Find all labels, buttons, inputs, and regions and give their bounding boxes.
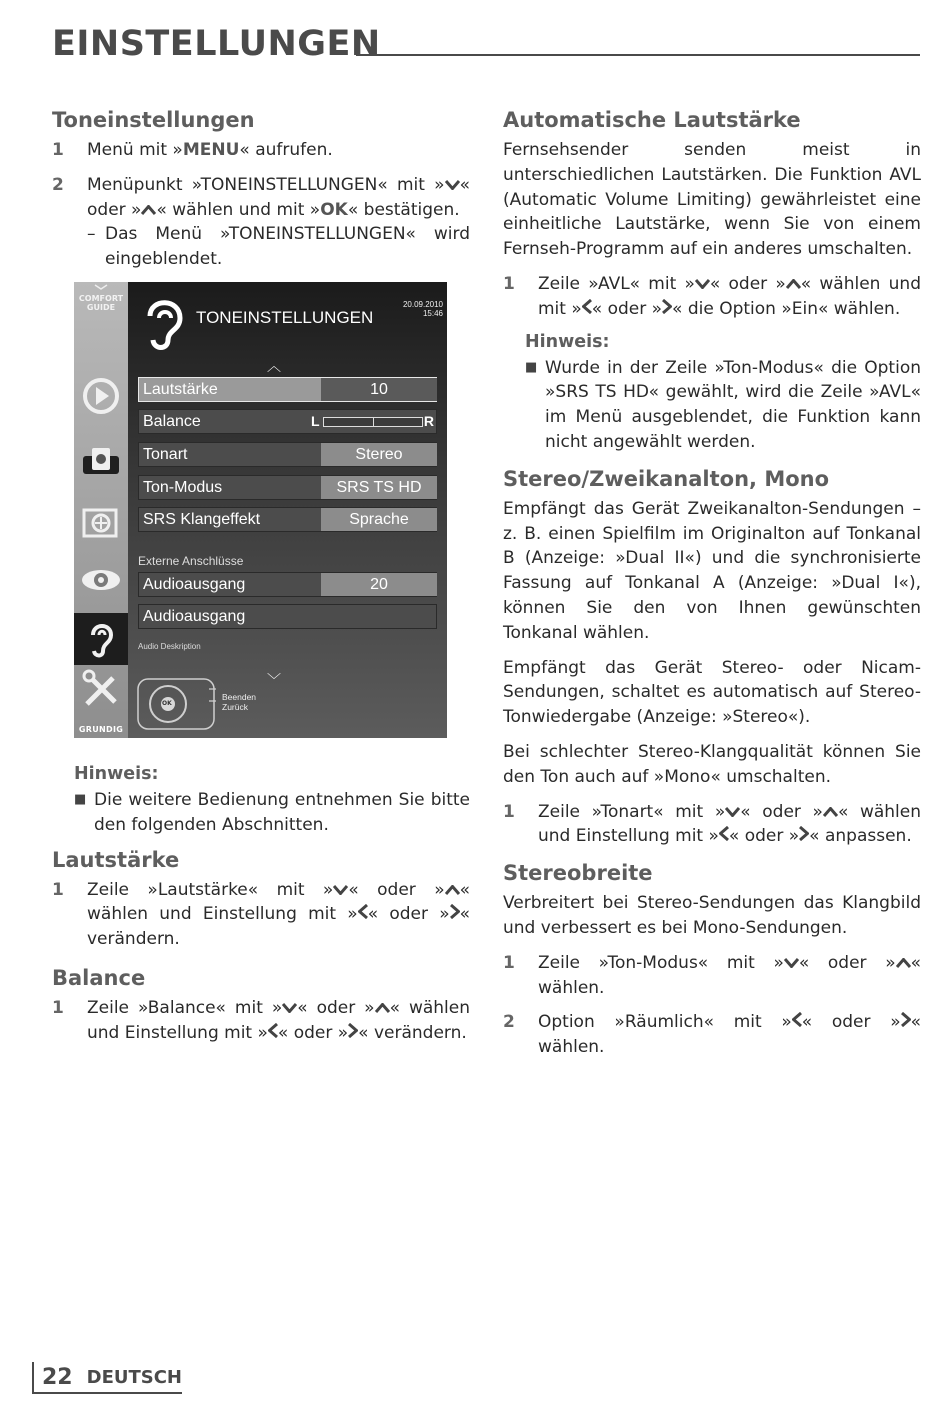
chevron-right-icon bbox=[901, 1012, 911, 1027]
chevron-up-icon: ︿ bbox=[267, 358, 281, 375]
step-open-menu bbox=[52, 138, 470, 163]
section-heading-automatische-lautstaerke: Automatische Lautstärke bbox=[503, 108, 801, 132]
step-text-part: Menüpunkt »TONEINSTELLUNGEN« mit » bbox=[87, 174, 445, 195]
row-label: Lautstärke bbox=[143, 380, 218, 398]
chevron-up-icon bbox=[445, 885, 460, 895]
step-number: 1 bbox=[503, 801, 515, 822]
chevron-up-icon bbox=[141, 205, 156, 215]
step-ton-modus bbox=[503, 951, 921, 1001]
chevron-left-icon bbox=[358, 904, 368, 919]
balance-center-mark bbox=[373, 418, 374, 426]
right-column bbox=[503, 108, 921, 1070]
step-text-part: « wählen und mit » bbox=[538, 273, 922, 319]
step-text-part: Zeile »Ton-Modus« mit » bbox=[538, 952, 784, 973]
page-number: 22 bbox=[42, 1364, 73, 1390]
step-text bbox=[87, 996, 470, 1046]
step-tonart bbox=[503, 800, 921, 850]
square-bullet-icon: ■ bbox=[74, 791, 87, 807]
step-text-part: « bestätigen. bbox=[347, 199, 460, 220]
tools-icon[interactable] bbox=[79, 668, 123, 712]
step-text-part: « die Option »Ein« wählen. bbox=[672, 298, 901, 319]
chevron-right-icon bbox=[662, 299, 672, 314]
audio-description-label: Audio Deskription bbox=[138, 641, 201, 651]
chevron-down-icon bbox=[725, 807, 740, 817]
chevron-down-icon bbox=[445, 180, 460, 190]
chevron-right-icon bbox=[450, 904, 460, 919]
nav-end-label: Beenden bbox=[222, 691, 257, 702]
row-value: Stereo bbox=[321, 443, 437, 466]
step-text-part: Menü mit » bbox=[87, 140, 183, 160]
section-heading-toneinstellungen: Toneinstellungen bbox=[52, 108, 255, 132]
row-label: Balance bbox=[143, 412, 201, 430]
chevron-left-icon bbox=[582, 299, 592, 314]
chevron-right-icon bbox=[799, 826, 809, 841]
ear-icon[interactable] bbox=[79, 617, 123, 661]
step-text-part: « wählen und Einstellung mit » bbox=[538, 801, 922, 847]
step-raeumlich bbox=[503, 1010, 921, 1060]
stereo-paragraph-2: Empfängt das Gerät Stereo- oder Nicam-Sendungen, schaltet es automatisch auf Stereo-Tonwiedergabe (Anzeige: »Stereo«). bbox=[503, 657, 921, 728]
stereobreite-paragraph: Verbreitert bei Stereo-Sendungen das Klangbild und verbessert es bei Mono-Sendungen. bbox=[503, 893, 921, 938]
tv-row-ton-modus[interactable] bbox=[138, 475, 437, 500]
step-text-part: Zeile »Lautstärke« mit » bbox=[87, 879, 334, 900]
step-text bbox=[538, 272, 921, 322]
step-text-part: « oder » bbox=[348, 879, 445, 900]
tv-menu-title: TONEINSTELLUNGEN bbox=[196, 307, 374, 327]
chevron-down-icon bbox=[695, 279, 710, 289]
tv-row-tonart[interactable] bbox=[138, 442, 437, 467]
page-title: EINSTELLUNGEN bbox=[52, 24, 381, 64]
guide-text: GUIDE bbox=[86, 302, 116, 312]
balance-left-label: L bbox=[311, 412, 320, 429]
balance-slider[interactable] bbox=[323, 417, 423, 427]
row-value: 10 bbox=[321, 378, 437, 401]
hint-heading: Hinweis: bbox=[525, 331, 610, 352]
tv-row-balance[interactable] bbox=[138, 409, 437, 434]
square-bullet-icon: ■ bbox=[525, 359, 538, 375]
section-heading-lautstaerke: Lautstärke bbox=[52, 847, 180, 872]
step-text bbox=[538, 1010, 921, 1060]
step-balance bbox=[52, 996, 470, 1046]
menu-key: MENU bbox=[182, 140, 240, 160]
step-text-part: « oder » bbox=[277, 1022, 349, 1043]
tv-menu-screenshot bbox=[74, 282, 447, 738]
chevron-down-icon bbox=[94, 284, 108, 290]
row-value: Sprache bbox=[321, 508, 437, 531]
step-text bbox=[538, 951, 921, 1001]
tv-row-audioausgang-2[interactable] bbox=[138, 604, 437, 629]
step-number: 1 bbox=[52, 140, 64, 160]
hint-bullet bbox=[525, 356, 921, 455]
step-text-part: « oder » bbox=[591, 298, 663, 319]
step-lautstaerke bbox=[52, 878, 470, 952]
step-text-part: « oder » bbox=[728, 826, 800, 847]
media-icon[interactable] bbox=[79, 440, 123, 484]
chevron-up-icon bbox=[786, 279, 801, 289]
balance-right-label: R bbox=[423, 412, 434, 429]
chevron-right-icon bbox=[348, 1023, 358, 1038]
hint-block bbox=[525, 332, 921, 455]
row-value: 20 bbox=[321, 573, 437, 596]
step-text-part: « oder » bbox=[297, 997, 375, 1018]
ok-key: OK bbox=[320, 199, 348, 220]
step-number: 2 bbox=[503, 1012, 515, 1033]
step-text-part: « verändern. bbox=[358, 1022, 467, 1043]
step-text-part: « oder » bbox=[798, 952, 896, 973]
chevron-down-icon: ﹀ bbox=[267, 672, 281, 689]
step-text-part: « oder » bbox=[709, 273, 786, 294]
hint-text: Die weitere Bedienung entnehmen Sie bitte den folgenden Abschnitten. bbox=[94, 789, 470, 835]
tv-time: 15:46 bbox=[422, 308, 443, 318]
tv-row-audioausgang[interactable] bbox=[138, 572, 437, 597]
remote-navigation-icon bbox=[136, 677, 216, 731]
step-text-part: « wählen und mit » bbox=[156, 199, 321, 220]
step-text-part: Option »Räumlich« mit » bbox=[538, 1012, 792, 1033]
step-text-part: « oder » bbox=[87, 174, 470, 220]
stereo-paragraph-3: Bei schlechter Stereo-Klangqualität können Sie den Ton auch auf »Mono« umschalten. bbox=[503, 741, 921, 787]
row-label: SRS Klangeffekt bbox=[143, 510, 261, 528]
chevron-left-icon bbox=[268, 1023, 278, 1038]
hint-heading: Hinweis: bbox=[74, 763, 159, 784]
language-label: DEUTSCH bbox=[86, 1366, 182, 1388]
page-footer bbox=[32, 1362, 182, 1394]
ok-button-label: OK bbox=[162, 699, 172, 707]
section-heading-balance: Balance bbox=[52, 965, 146, 990]
step-text-part: « oder » bbox=[801, 1012, 901, 1033]
tv-datetime bbox=[403, 300, 443, 318]
source-icon[interactable] bbox=[79, 374, 123, 418]
external-connections-label: Externe Anschlüsse bbox=[138, 553, 244, 568]
hint-block bbox=[74, 764, 470, 838]
step-text-part: « wählen. bbox=[538, 1012, 921, 1058]
row-label: Audioausgang bbox=[143, 607, 246, 625]
chevron-up-icon bbox=[896, 958, 911, 968]
dash: – bbox=[87, 224, 96, 245]
chevron-up-icon bbox=[823, 807, 838, 817]
row-label: Audioausgang bbox=[143, 575, 246, 593]
sub-step-text: Das Menü »TONEINSTELLUNGEN« wird eingeblendet. bbox=[105, 224, 470, 270]
tv-row-lautstaerke[interactable] bbox=[138, 377, 437, 402]
step-text-part: « wählen und Einstellung mit » bbox=[87, 997, 471, 1043]
comfort-guide-label bbox=[74, 294, 128, 312]
row-value: SRS TS HD bbox=[321, 476, 437, 499]
hint-bullet bbox=[74, 788, 470, 838]
hint-text: Wurde in der Zeile »Ton-Modus« die Option »SRS TS HD« gewählt, wird die Zeile »AVL« im Menü ausgeblendet, die Funktion kann nicht angewählt werden. bbox=[545, 357, 921, 452]
row-label: Ton-Modus bbox=[143, 478, 223, 496]
comfort-guide-sidebar bbox=[74, 282, 128, 738]
step-text-part: « anpassen. bbox=[809, 826, 912, 847]
step-text bbox=[87, 173, 470, 272]
chevron-left-icon bbox=[792, 1012, 802, 1027]
chevron-down-icon bbox=[333, 885, 348, 895]
avl-paragraph: Fernsehsender senden meist in unterschiedlichen Lautstärken. Die Funktion AVL (Automatic Volume Limiting) gewährleistet eine einheitliche Lautstärke, wenn Sie von einem Fernseh-Programm auf ein anderes umschalten. bbox=[503, 140, 921, 260]
step-number: 1 bbox=[503, 273, 515, 294]
step-text-part: Zeile »Tonart« mit » bbox=[538, 801, 726, 822]
nav-back-label: Zurück bbox=[222, 701, 248, 712]
step-text-part: « verändern. bbox=[87, 904, 470, 950]
step-number: 1 bbox=[503, 952, 515, 973]
nav-hints bbox=[222, 692, 256, 712]
title-rule bbox=[356, 54, 920, 56]
step-text-part: « aufrufen. bbox=[239, 140, 333, 160]
chevron-down-icon bbox=[282, 1003, 297, 1013]
section-heading-stereo: Stereo/Zweikanalton, Mono bbox=[503, 466, 830, 491]
grundig-logo: GRUNDIG bbox=[78, 724, 124, 734]
step-text-part: « oder » bbox=[740, 801, 823, 822]
row-label: Tonart bbox=[143, 445, 188, 463]
step-avl bbox=[503, 272, 921, 322]
picture-settings-icon[interactable] bbox=[79, 502, 123, 546]
tv-date: 20.09.2010 bbox=[402, 299, 443, 309]
chevron-left-icon bbox=[719, 826, 729, 841]
chevron-down-icon bbox=[784, 958, 799, 968]
step-text-part: Zeile »Balance« mit » bbox=[87, 997, 283, 1018]
chevron-up-icon bbox=[375, 1003, 390, 1013]
step-text bbox=[87, 138, 470, 163]
step-text-part: « oder » bbox=[367, 904, 450, 925]
step-number: 1 bbox=[52, 997, 64, 1018]
sub-step bbox=[87, 222, 470, 272]
eye-icon[interactable] bbox=[79, 558, 123, 602]
step-text-part: « wählen und Einstellung mit » bbox=[87, 879, 470, 925]
step-number: 2 bbox=[52, 174, 64, 195]
comfort-text: COMFORT bbox=[78, 293, 124, 303]
section-heading-stereobreite: Stereobreite bbox=[503, 861, 653, 886]
tv-row-srs-klangeffekt[interactable] bbox=[138, 507, 437, 532]
step-text-part: Zeile »AVL« mit » bbox=[538, 273, 695, 294]
step-number: 1 bbox=[52, 879, 64, 900]
step-text bbox=[87, 878, 470, 952]
stereo-paragraph-1: Empfängt das Gerät Zweikanalton-Sendungen – z. B. einen Spielfilm im Originalton auf Tonkanal B (Anzeige: »Dual II«) und die synchronisierte Fassung auf Tonkanal A (Anzeige: »Dual I«), können Sie den von Ihnen gewünschten Tonkanal wählen. bbox=[503, 498, 921, 643]
step-select-menu bbox=[52, 173, 470, 272]
ear-icon bbox=[142, 296, 186, 352]
left-column bbox=[52, 108, 470, 1056]
step-text bbox=[538, 800, 921, 850]
step-text-part: « wählen. bbox=[538, 952, 922, 998]
